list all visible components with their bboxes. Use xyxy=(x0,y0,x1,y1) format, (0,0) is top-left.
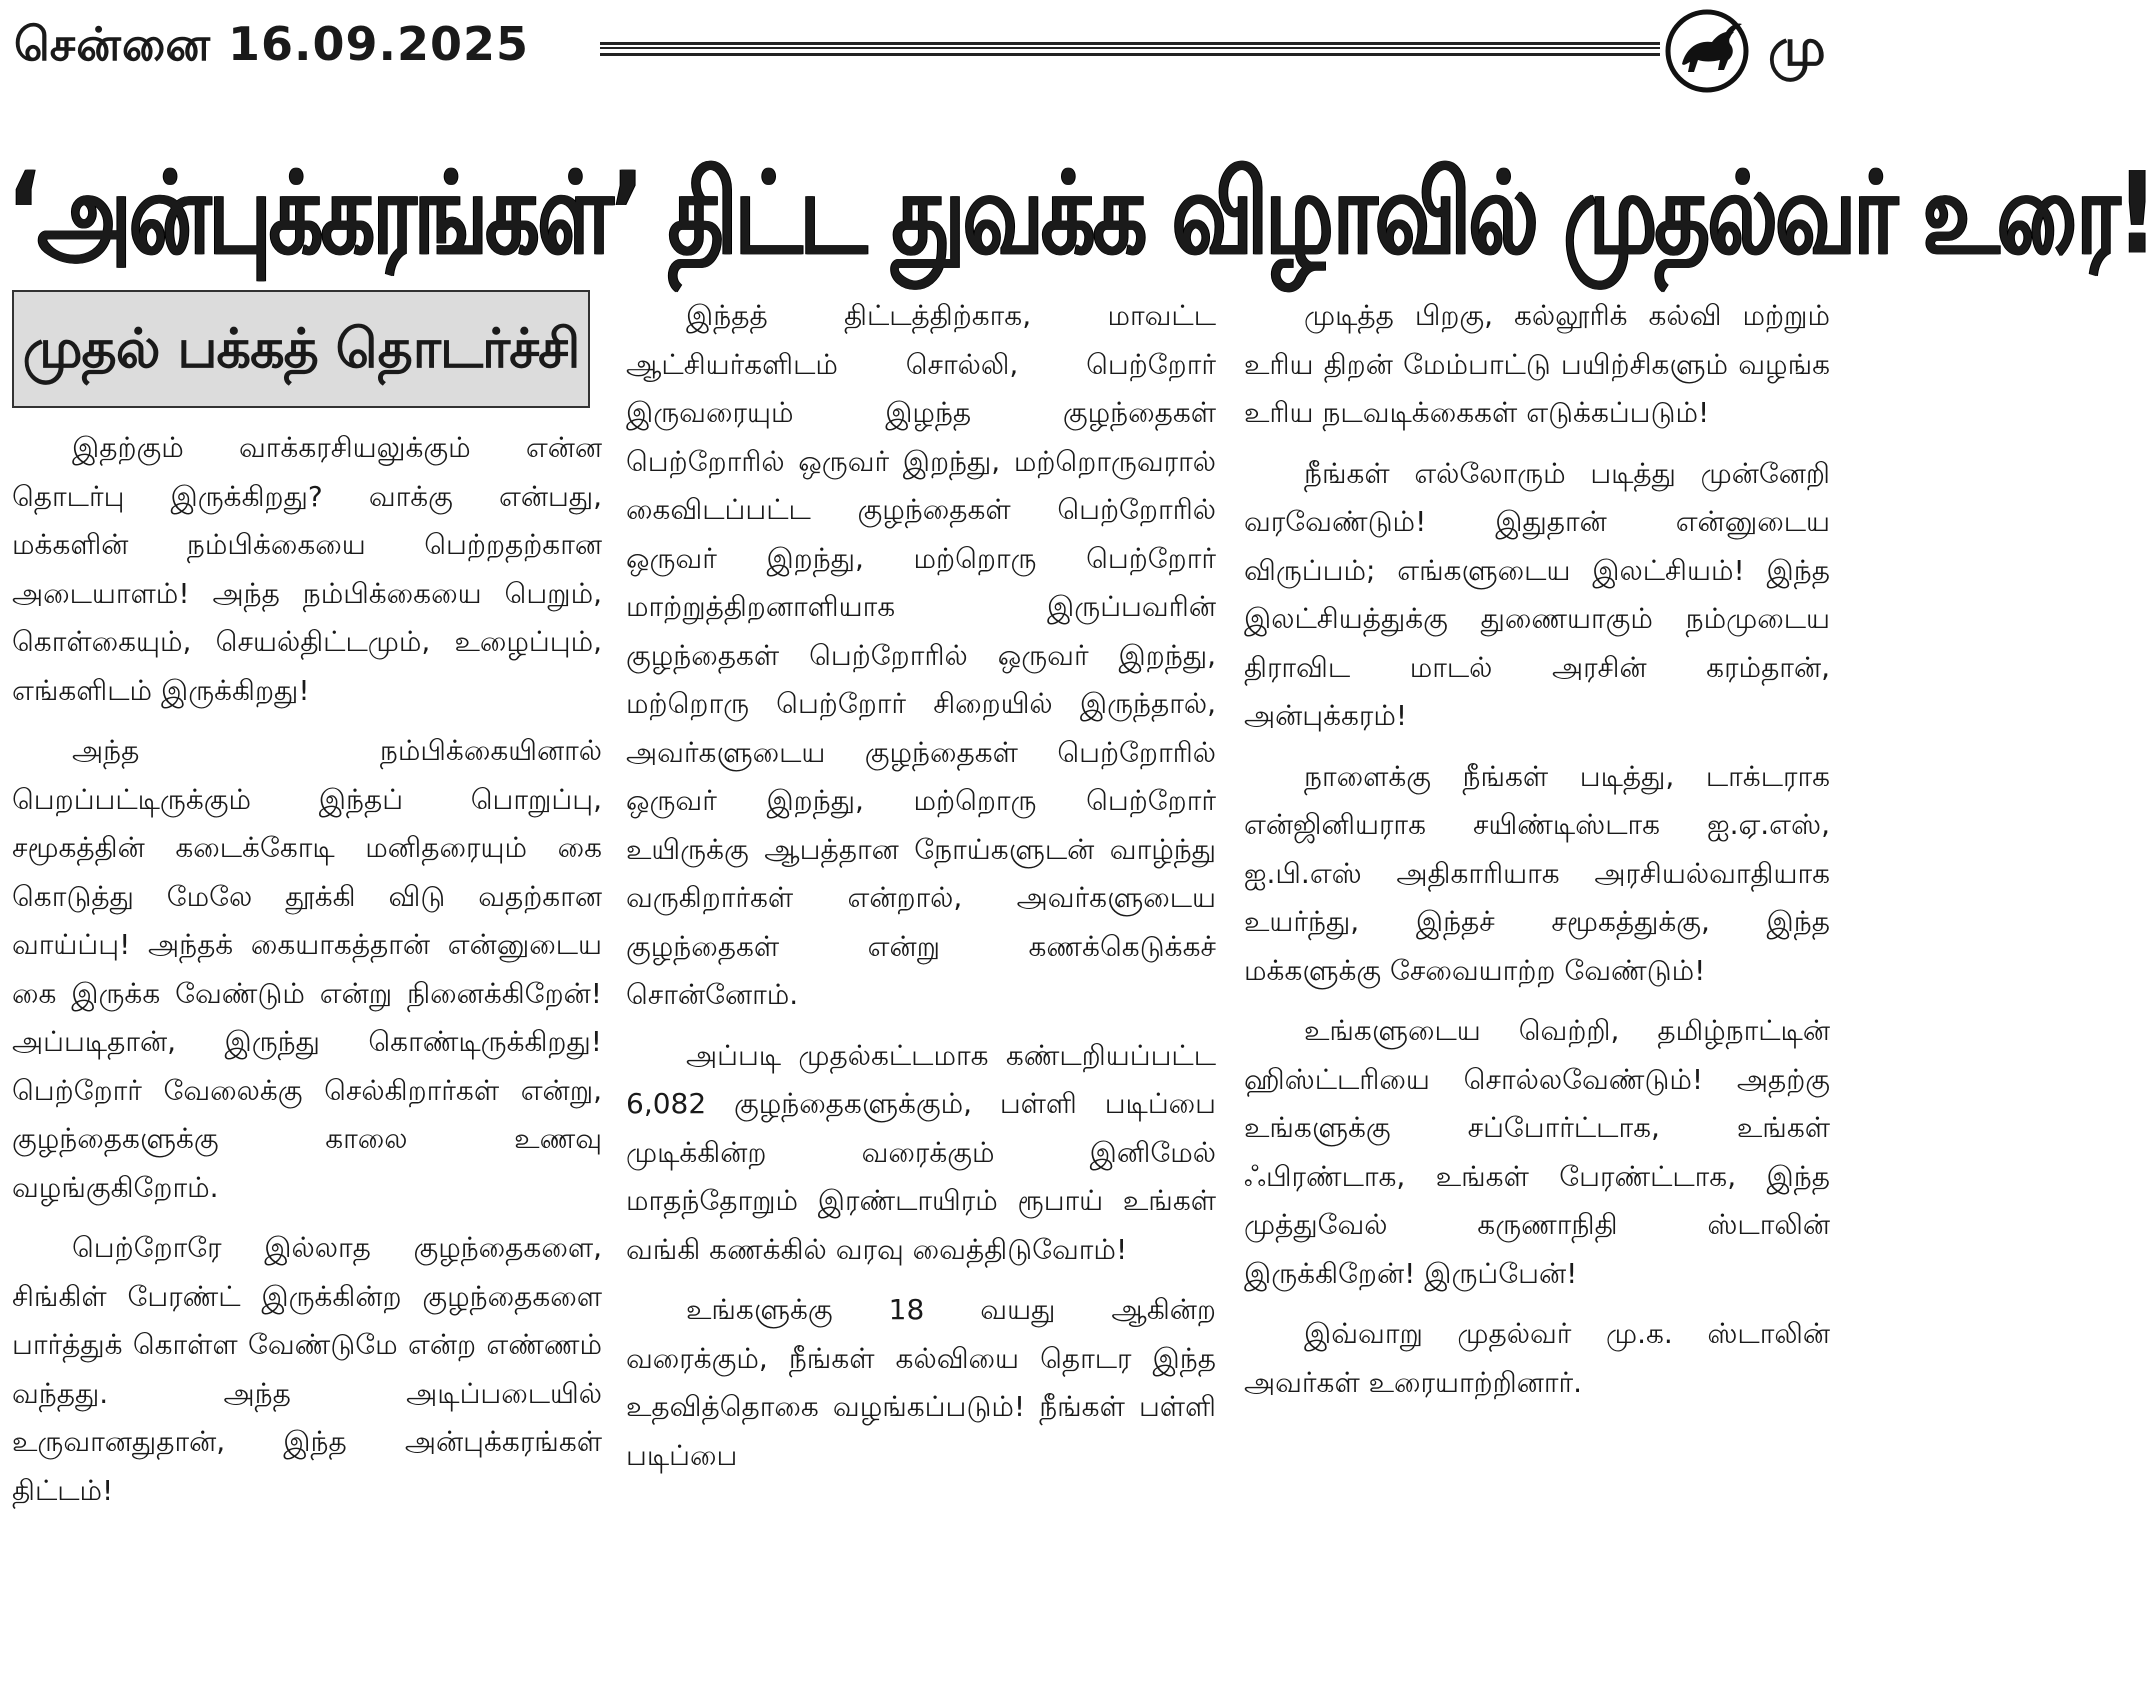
paragraph: நாளைக்கு நீங்கள் படித்து, டாக்டராக என்ஜினியராக சயிண்டிஸ்டாக ஐ.ஏ.எஸ், ஐ.பி.எஸ் அதிகாரியாக அரசியல்வாதியாக உயர்ந்து, இந்தச் சமூகத்துக்கு, இந்த மக்களுக்கு சேவையாற்ற வேண்டும்! xyxy=(1244,759,1830,987)
continued-label: முதல் பக்கத் தொடர்ச்சி xyxy=(22,317,580,380)
paragraph: அந்த நம்பிக்கையினால் பெறப்பட்டிருக்கும் இந்தப் பொறுப்பு, சமூகத்தின் கடைக்கோடி மனிதரையும் கை கொடுத்து மேலே தூக்கி விடு வதற்கான வாய்ப்பு! அந்தக் கையாகத்தான் என்னுடைய கை இருக்க வேண்டும் என்று நினைக்கிறேன்! அப்படிதான், இருந்து கொண்டிருக்கிறது! பெற்றோர் வேலைக்கு செல்கிறார்கள் என்று, குழந்தைகளுக்கு காலை உணவு வழங்குகிறோம். xyxy=(12,734,602,1204)
paragraph: இந்தத் திட்டத்திற்காக, மாவட்ட ஆட்சியர்களிடம் சொல்லி, பெற்றோர் இருவரையும் இழந்த குழந்தைகள் பெற்றோரில் ஒருவர் இறந்து, மற்றொருவரால் கைவிடப்பட்ட குழந்தைகள் பெற்றோரில் ஒருவர் இறந்து, மற்றொரு பெற்றோர் மாற்றுத்திறனாளியாக இருப்பவரின் குழந்தைகள் பெற்றோரில் ஒருவர் இறந்து, மற்றொரு பெற்றோர் சிறையில் இருந்தால், அவர்களுடைய குழந்தைகள் பெற்றோரில் ஒருவர் இறந்து, மற்றொரு பெற்றோர் உயிருக்கு ஆபத்தான நோய்களுடன் வாழ்ந்து வருகிறார்கள் என்றால், அவர்களுடைய குழந்தைகள் என்று கணக்கெடுக்கச் சொன்னோம். xyxy=(626,299,1216,1011)
dateline: சென்னை 16.09.2025 xyxy=(14,17,530,71)
article-column-3 xyxy=(1244,292,1830,1682)
paragraph: நீங்கள் எல்லோரும் படித்து முன்னேறி வரவேண்டும்! இதுதான் என்னுடைய விருப்பம்; எங்களுடைய இலட்சியம்! இந்த இலட்சியத்துக்கு துணையாகும் நம்முடைய திராவிட மாடல் அரசின் கரம்தான், அன்புக்கரம்! xyxy=(1244,456,1830,732)
masthead xyxy=(0,0,1834,100)
paragraph: இதற்கும் வாக்கரசியலுக்கும் என்ன தொடர்பு இருக்கிறது? வாக்கு என்பது, மக்களின் நம்பிக்கையை பெற்றதற்கான அடையாளம்! அந்த நம்பிக்கையை பெறும், கொள்கையும், செயல்திட்டமும், உழைப்பும், எங்களிடம் இருக்கிறது! xyxy=(12,431,602,707)
paragraph: உங்களுடைய வெற்றி, தமிழ்நாட்டின் ஹிஸ்ட்டரியை சொல்லவேண்டும்! அதற்கு உங்களுக்கு சப்போர்ட்டாக, உங்கள் ஃபிரண்டாக, உங்கள் பேரண்ட்டாக, இந்த முத்துவேல் கருணாநிதி ஸ்டாலின் இருக்கிறேன்! இருப்பேன்! xyxy=(1244,1014,1830,1290)
continued-label-box xyxy=(12,290,590,408)
paragraph: முடித்த பிறகு, கல்லூரிக் கல்வி மற்றும் உரிய திறன் மேம்பாட்டு பயிற்சிகளும் வழங்க உரிய நடவடிக்கைகள் எடுக்கப்படும்! xyxy=(1244,299,1830,429)
bull-emblem-icon xyxy=(1664,8,1750,94)
paragraph: உங்களுக்கு 18 வயது ஆகின்ற வரைக்கும், நீங்கள் கல்வியை தொடர இந்த உதவித்தொகை வழங்கப்படும்! நீங்கள் பள்ளி படிப்பை xyxy=(626,1293,1216,1472)
masthead-rule xyxy=(600,42,1660,56)
headline: ‘அன்புக்கரங்கள்’ திட்ட துவக்க விழாவில் முதல்வர் உரை! xyxy=(8,147,2154,280)
paragraph: அப்படி முதல்கட்டமாக கண்டறியப்பட்ட 6,082 குழந்தைகளுக்கும், பள்ளி படிப்பை முடிக்கின்ற வரைக்கும் இனிமேல் மாதந்தோறும் இரண்டாயிரம் ரூபாய் உங்கள் வங்கி கணக்கில் வரவு வைத்திடுவோம்! xyxy=(626,1038,1216,1266)
paper-initial: மு xyxy=(1768,18,1826,78)
article-column-2 xyxy=(626,292,1216,1682)
paragraph: இவ்வாறு முதல்வர் மு.க. ஸ்டாலின் அவர்கள் உரையாற்றினார். xyxy=(1244,1317,1830,1399)
paragraph: பெற்றோரே இல்லாத குழந்தைகளை, சிங்கிள் பேரண்ட் இருக்கின்ற குழந்தைகளை பார்த்துக் கொள்ள வேண்டுமே என்ற எண்ணம் வந்தது. அந்த அடிப்படையில் உருவானதுதான், இந்த அன்புக்கரங்கள் திட்டம்! xyxy=(12,1231,602,1507)
article-column-1 xyxy=(12,424,602,1684)
